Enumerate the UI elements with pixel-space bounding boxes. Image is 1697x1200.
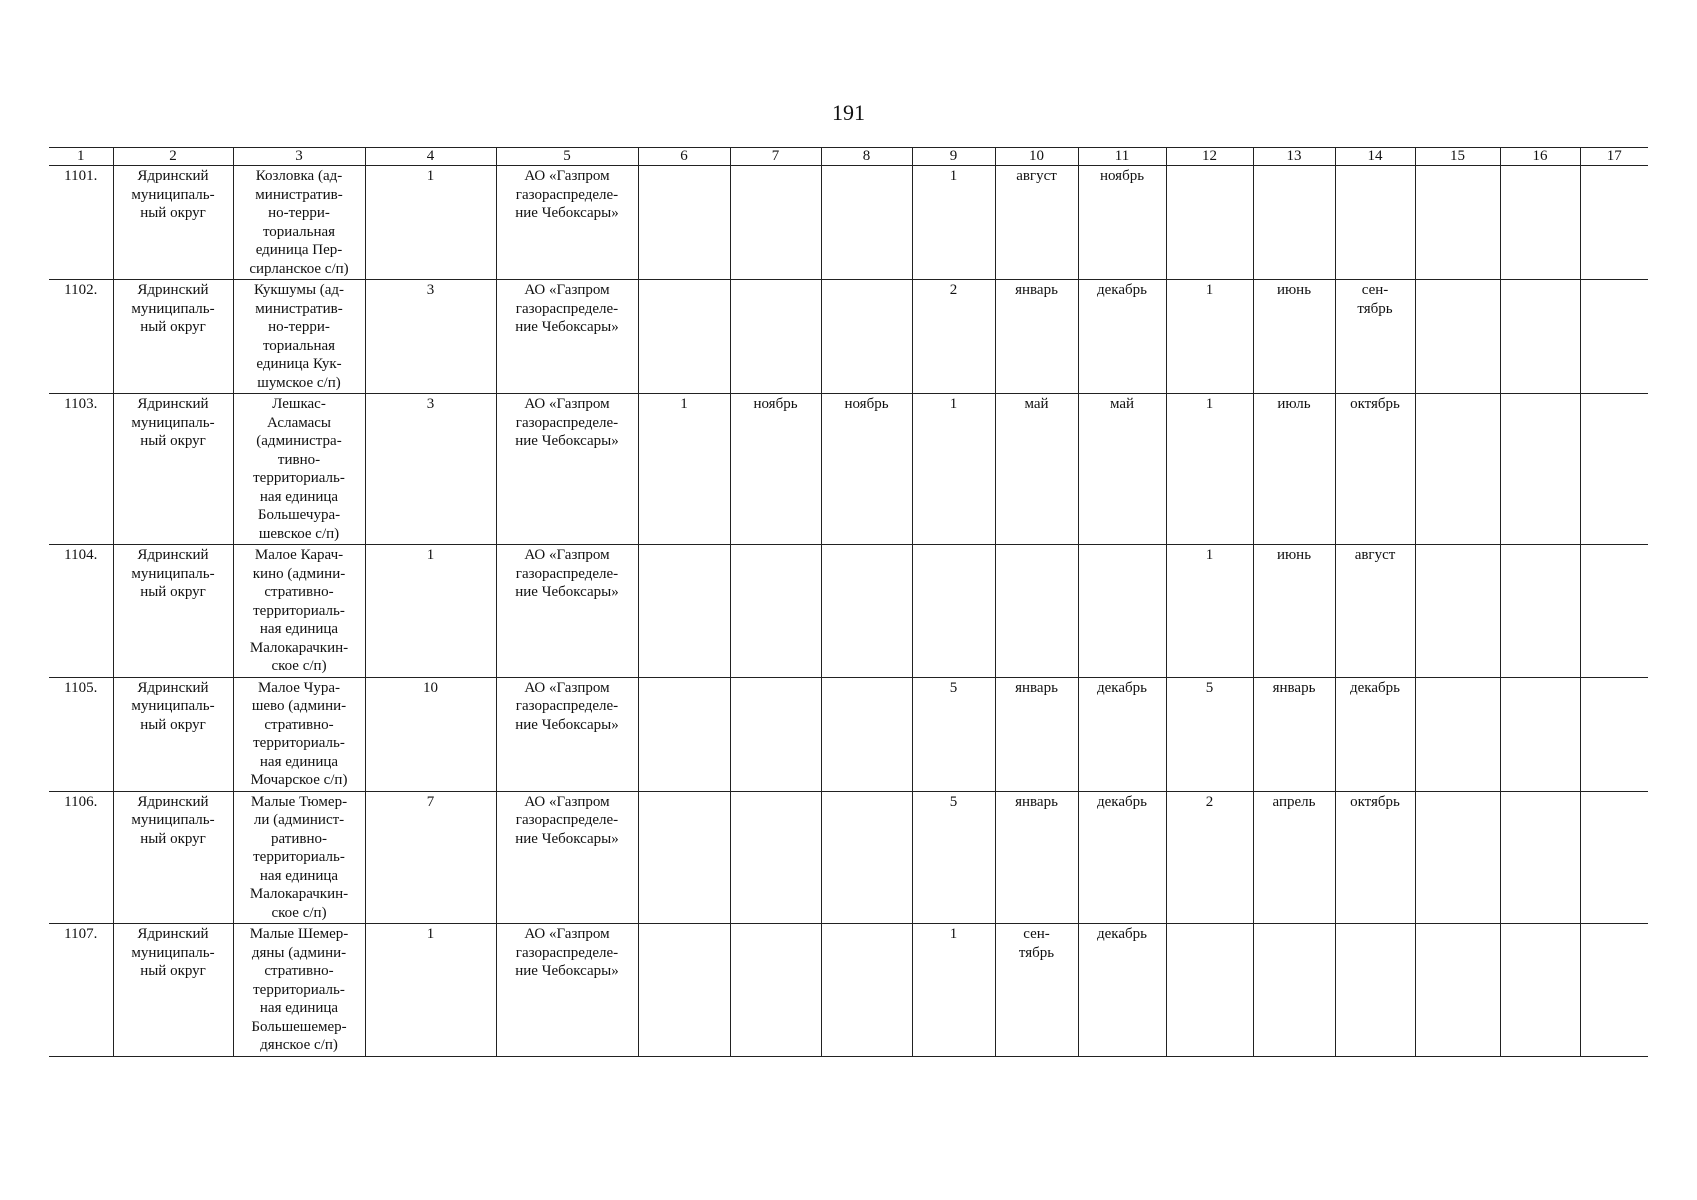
cell-col10: январь: [995, 791, 1078, 924]
cell-col15: [1415, 280, 1500, 394]
cell-col13: июнь: [1253, 280, 1335, 394]
cell-col13: январь: [1253, 677, 1335, 791]
cell-col8: ноябрь: [821, 394, 912, 545]
cell-col11: [1078, 545, 1166, 678]
cell-col12: [1166, 166, 1253, 280]
row-number: 1106.: [49, 791, 113, 924]
cell-col14: октябрь: [1335, 791, 1415, 924]
cell-col15: [1415, 791, 1500, 924]
cell-col13: [1253, 166, 1335, 280]
cell-col12: 5: [1166, 677, 1253, 791]
cell-col10: май: [995, 394, 1078, 545]
table-row: [49, 394, 1648, 545]
cell-col8: [821, 280, 912, 394]
page-number: 191: [832, 100, 865, 125]
cell-col7: [730, 545, 821, 678]
locality-cell: Лешкас- Асламасы (администра- тивно- территориаль- ная единица Большечура- шевское с/п): [233, 394, 365, 545]
col-header: 14: [1335, 148, 1415, 166]
district-cell: Ядринский муниципаль- ный округ: [113, 677, 233, 791]
organization-cell: АО «Газпром газораспределе- ние Чебоксары»: [496, 166, 638, 280]
cell-col17: [1580, 280, 1648, 394]
col-header: 10: [995, 148, 1078, 166]
cell-col6: [638, 545, 730, 678]
cell-col4: 10: [365, 677, 496, 791]
cell-col14: август: [1335, 545, 1415, 678]
cell-col9: 1: [912, 394, 995, 545]
table-row: [49, 791, 1648, 924]
cell-col8: [821, 924, 912, 1057]
cell-col15: [1415, 545, 1500, 678]
row-number: 1107.: [49, 924, 113, 1057]
row-number: 1104.: [49, 545, 113, 678]
cell-col7: [730, 677, 821, 791]
col-header: 11: [1078, 148, 1166, 166]
cell-col12: 1: [1166, 280, 1253, 394]
cell-col4: 7: [365, 791, 496, 924]
cell-col17: [1580, 924, 1648, 1057]
cell-col14: декабрь: [1335, 677, 1415, 791]
cell-col11: декабрь: [1078, 791, 1166, 924]
col-header: 17: [1606, 148, 1622, 164]
locality-cell: Малое Чура- шево (админи- стративно- территориаль- ная единица Мочарское с/п): [233, 677, 365, 791]
col-header: 15: [1415, 148, 1500, 166]
cell-col7: [730, 924, 821, 1057]
cell-col6: 1: [638, 394, 730, 545]
cell-col11: декабрь: [1078, 924, 1166, 1057]
col-header: 9: [912, 148, 995, 166]
cell-col9: 5: [912, 791, 995, 924]
cell-col16: [1500, 166, 1580, 280]
col-header: 16: [1500, 148, 1580, 166]
cell-col7: ноябрь: [730, 394, 821, 545]
cell-col12: 1: [1166, 545, 1253, 678]
district-cell: Ядринский муниципаль- ный округ: [113, 280, 233, 394]
organization-cell: АО «Газпром газораспределе- ние Чебоксары»: [496, 791, 638, 924]
cell-col9: [912, 545, 995, 678]
cell-col17: [1580, 166, 1648, 280]
cell-col6: [638, 791, 730, 924]
row-number: 1102.: [49, 280, 113, 394]
cell-col4: 1: [365, 545, 496, 678]
cell-col8: [821, 791, 912, 924]
cell-col9: 5: [912, 677, 995, 791]
cell-col10: январь: [995, 280, 1078, 394]
cell-col16: [1500, 545, 1580, 678]
cell-col6: [638, 677, 730, 791]
cell-col6: [638, 280, 730, 394]
cell-col10: январь: [995, 677, 1078, 791]
cell-col10: август: [995, 166, 1078, 280]
row-number: 1105.: [49, 677, 113, 791]
cell-col14: сен- тябрь: [1335, 280, 1415, 394]
cell-col8: [821, 677, 912, 791]
cell-col13: июнь: [1253, 545, 1335, 678]
column-number-row: [49, 148, 1648, 166]
locality-cell: Малые Шемер- дяны (админи- стративно- территориаль- ная единица Большешемер- дянское с/п): [233, 924, 365, 1057]
cell-col15: [1415, 166, 1500, 280]
cell-col11: декабрь: [1078, 280, 1166, 394]
cell-col12: [1166, 924, 1253, 1057]
cell-col4: 3: [365, 394, 496, 545]
cell-col7: [730, 791, 821, 924]
locality-cell: Малые Тюмер- ли (админист- ративно- территориаль- ная единица Малокарачкин- ское с/п): [233, 791, 365, 924]
cell-col4: 1: [365, 166, 496, 280]
cell-col10: [995, 545, 1078, 678]
district-cell: Ядринский муниципаль- ный округ: [113, 545, 233, 678]
cell-col12: 1: [1166, 394, 1253, 545]
cell-col15: [1415, 394, 1500, 545]
table-header: [49, 148, 1648, 166]
district-cell: Ядринский муниципаль- ный округ: [113, 394, 233, 545]
col-header: 1: [49, 148, 113, 166]
cell-col17: [1580, 394, 1648, 545]
cell-col8: [821, 545, 912, 678]
cell-col16: [1500, 677, 1580, 791]
cell-col16: [1500, 924, 1580, 1057]
table-row: [49, 677, 1648, 791]
cell-col6: [638, 924, 730, 1057]
table-row: [49, 924, 1648, 1057]
cell-col6: [638, 166, 730, 280]
cell-col17: [1580, 677, 1648, 791]
cell-col14: [1335, 166, 1415, 280]
organization-cell: АО «Газпром газораспределе- ние Чебоксары»: [496, 394, 638, 545]
col-header: 6: [638, 148, 730, 166]
organization-cell: АО «Газпром газораспределе- ние Чебоксары»: [496, 545, 638, 678]
cell-col7: [730, 280, 821, 394]
col-header: 7: [730, 148, 821, 166]
cell-col9: 1: [912, 166, 995, 280]
cell-col14: октябрь: [1335, 394, 1415, 545]
cell-col11: май: [1078, 394, 1166, 545]
cell-col4: 3: [365, 280, 496, 394]
table-row: [49, 280, 1648, 394]
col-header: 13: [1253, 148, 1335, 166]
cell-col17: [1580, 545, 1648, 678]
row-number: 1103.: [49, 394, 113, 545]
table-row: [49, 166, 1648, 280]
district-cell: Ядринский муниципаль- ный округ: [113, 924, 233, 1057]
district-cell: Ядринский муниципаль- ный округ: [113, 166, 233, 280]
locality-cell: Козловка (ад- министратив- но-терри- ториальная единица Пер- сирланское с/п): [233, 166, 365, 280]
district-cell: Ядринский муниципаль- ный округ: [113, 791, 233, 924]
cell-col9: 1: [912, 924, 995, 1057]
cell-col8: [821, 166, 912, 280]
cell-col17: [1580, 791, 1648, 924]
cell-col4: 1: [365, 924, 496, 1057]
cell-col15: [1415, 677, 1500, 791]
organization-cell: АО «Газпром газораспределе- ние Чебоксары»: [496, 924, 638, 1057]
table-row: [49, 545, 1648, 678]
col-header: 2: [113, 148, 233, 166]
locality-cell: Малое Карач- кино (админи- стративно- территориаль- ная единица Малокарачкин- ское с/п): [233, 545, 365, 678]
col-header: 8: [821, 148, 912, 166]
data-table: [49, 147, 1648, 1057]
col-header: 5: [496, 148, 638, 166]
cell-col7: [730, 166, 821, 280]
cell-col13: июль: [1253, 394, 1335, 545]
cell-col12: 2: [1166, 791, 1253, 924]
row-number: 1101.: [49, 166, 113, 280]
col-header: 3: [233, 148, 365, 166]
cell-col16: [1500, 394, 1580, 545]
cell-col9: 2: [912, 280, 995, 394]
col-header: 4: [365, 148, 496, 166]
organization-cell: АО «Газпром газораспределе- ние Чебоксары»: [496, 677, 638, 791]
locality-cell: Кукшумы (ад- министратив- но-терри- ториальная единица Кук- шумское с/п): [233, 280, 365, 394]
cell-col16: [1500, 280, 1580, 394]
cell-col10: сен- тябрь: [995, 924, 1078, 1057]
cell-col11: декабрь: [1078, 677, 1166, 791]
cell-col13: [1253, 924, 1335, 1057]
table-body: [49, 166, 1648, 1057]
organization-cell: АО «Газпром газораспределе- ние Чебоксары»: [496, 280, 638, 394]
cell-col13: апрель: [1253, 791, 1335, 924]
cell-col14: [1335, 924, 1415, 1057]
col-header: 12: [1166, 148, 1253, 166]
cell-col11: ноябрь: [1078, 166, 1166, 280]
cell-col15: [1415, 924, 1500, 1057]
cell-col16: [1500, 791, 1580, 924]
